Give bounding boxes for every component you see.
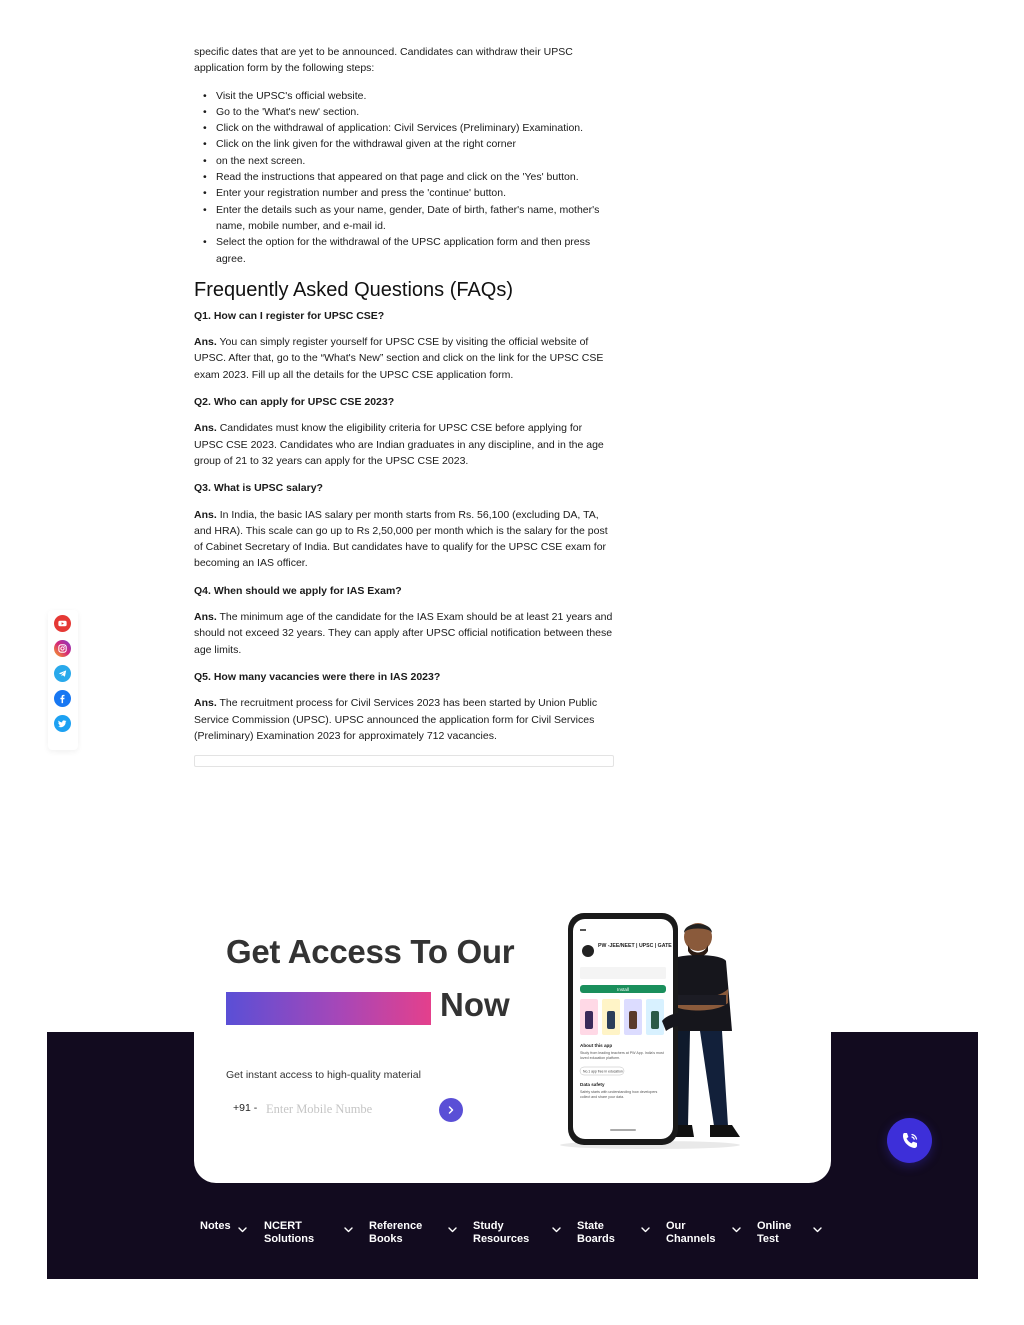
app-promo-illustration [550,911,750,1151]
social-sidebar [48,610,78,750]
list-item: • Enter the details such as your name, gender, Date of birth, father's name, mother's name, mobile number, and e-mail id. [194,202,614,235]
app-name-text: PW -JEE/NEET | UPSC | GATE [598,943,672,949]
ans-prefix: Ans. [194,336,217,349]
access-heading-now: Now [440,986,510,1023]
mobile-number-input[interactable] [266,1099,431,1119]
telegram-icon[interactable] [54,665,71,682]
article-content [194,44,614,767]
chevron-down-icon [552,1227,561,1233]
footer-nav [194,1220,831,1254]
data-safety-description: Safety starts with understanding how developers collect and share your data. [580,1090,658,1099]
ans-prefix: Ans. [194,422,217,435]
chevron-down-icon [813,1227,822,1233]
list-item: • Select the option for the withdrawal of the UPSC application form and then press agree. [194,234,614,267]
submit-button[interactable] [439,1098,463,1122]
footer-nav-state-boards[interactable] [577,1220,617,1254]
youtube-icon[interactable] [54,615,71,632]
article-intro: specific dates that are yet to be announced. Candidates can withdraw their UPSC application form by the following steps: [194,46,573,75]
faq-answer [194,609,614,658]
faq-answer-text: In India, the basic IAS salary per month starts from Rs. 56,100 (excluding DA, TA, and HRA). This scale can go up to Rs 2,50,000 per month which is the salary for the post of Cabinet Secretary of India. But candidates have to qualify for the UPSC CSE exam for becoming an IAS officer. [194,508,608,570]
footer-nav-notes[interactable] [200,1220,234,1254]
list-item: • on the next screen. [194,153,614,169]
facebook-icon[interactable] [54,690,71,707]
call-button[interactable] [887,1118,932,1163]
faq-question: Q5. How many vacancies were there in IAS 2023? [194,670,441,683]
list-item: • Click on the withdrawal of application: Civil Services (Preliminary) Examination. [194,120,614,136]
faq-answer [194,507,614,572]
footer-nav-label: NCERT Solutions [264,1220,315,1245]
gradient-highlight-bar [226,992,431,1025]
footer-nav-label: Online Test [757,1220,792,1245]
faq-answer [194,695,614,744]
faq-answer [194,420,614,469]
list-item: • Click on the link given for the withdrawal given at the right corner [194,136,614,152]
data-safety-text: Data safety [580,1082,605,1087]
list-item: • Enter your registration number and press the 'continue' button. [194,185,614,201]
faq-answer [194,334,614,383]
empty-content-box [194,755,614,767]
footer-nav-label: Our Channels [666,1220,716,1245]
phone-entry [226,1097,466,1123]
faq-title: Frequently Asked Questions (FAQs) [194,278,514,301]
twitter-icon[interactable] [54,715,71,732]
faq-answer-text: The recruitment process for Civil Services 2023 has been started by Union Public Service Commission (UPSC). UPSC announced the application form for Civil Services (Preliminary) Examination 2023 for approximately 712 vacancies. [194,697,598,742]
chevron-down-icon [732,1227,741,1233]
faq-answer-text: Candidates must know the eligibility criteria for UPSC CSE before applying for UPSC CSE 2023. Candidates who are Indian graduates in any discipline, and in the age group of 21 to 32 years can apply for the UPSC CSE 2023. [194,422,604,467]
ans-prefix: Ans. [194,508,217,521]
faq-answer-text: The minimum age of the candidate for the IAS Exam should be at least 21 years and should not exceed 32 years. They can apply after UPSC official notification between these age limits. [194,611,613,656]
country-code: +91 - [233,1102,258,1114]
chevron-down-icon [238,1227,247,1233]
list-item: • Read the instructions that appeared on that page and click on the 'Yes' button. [194,169,614,185]
app-access-card [194,893,831,1183]
chevron-down-icon [448,1227,457,1233]
list-item: • Visit the UPSC's official website. [194,88,614,104]
faq-question: Q4. When should we apply for IAS Exam? [194,584,402,597]
footer-nav-reference-books[interactable] [369,1220,429,1254]
access-subtitle: Get instant access to high-quality material [226,1069,421,1081]
chevron-down-icon [641,1227,650,1233]
about-app-text: About this app [580,1043,613,1048]
footer-nav-online-test[interactable] [757,1220,801,1254]
list-item: • Go to the 'What's new' section. [194,104,614,120]
footer-nav-ncert-solutions[interactable] [264,1220,324,1254]
chevron-right-icon [446,1105,456,1115]
phone-icon [899,1130,921,1152]
footer-nav-study-resources[interactable] [473,1220,533,1254]
ans-prefix: Ans. [194,611,217,624]
footer-nav-our-channels[interactable] [666,1220,718,1254]
app-chip-text: No.1 app free in education [583,1069,623,1074]
chevron-down-icon [344,1227,353,1233]
footer-nav-label: Reference Books [369,1220,423,1245]
faq-question: Q2. Who can apply for UPSC CSE 2023? [194,396,395,409]
install-text: Install [617,987,629,992]
footer-nav-label: Notes [200,1220,231,1232]
faq-question: Q3. What is UPSC salary? [194,482,323,495]
faq-answer-text: You can simply register yourself for UPSC CSE by visiting the official website of UPSC. After that, go to the “What's New” section and click on the link for the UPSC CSE exam 2023. Fill up all the details for the UPSC CSE application form. [194,336,604,381]
instagram-icon[interactable] [54,640,71,657]
withdrawal-steps-list [194,88,614,267]
about-app-description: Study from leading teachers at PW App. India's most loved education platform. [580,1051,664,1060]
faq-question: Q1. How can I register for UPSC CSE? [194,309,385,322]
access-heading: Get Access To Our [226,933,515,970]
footer-nav-label: Study Resources [473,1220,530,1245]
ans-prefix: Ans. [194,697,217,710]
footer-nav-label: State Boards [577,1220,615,1245]
